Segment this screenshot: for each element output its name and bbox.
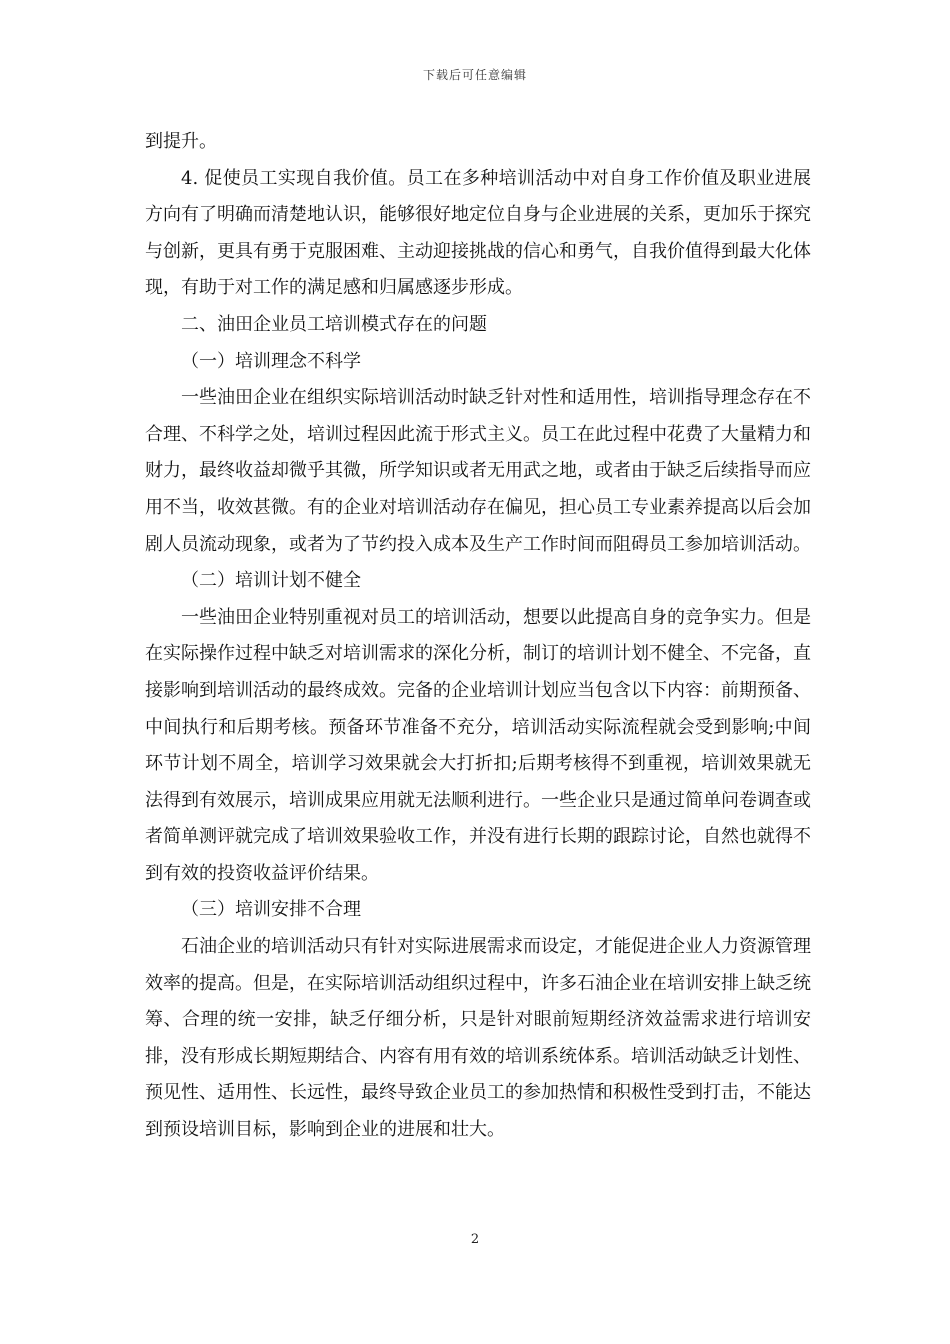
paragraph-self-value: 4. 促使员工实现自我价值。员工在多种培训活动中对自身工作价值及职业进展方向有了明确而清楚地认识，能够很好地定位自身与企业进展的关系，更加乐于探究与创新，更具有勇于克服困难、主动迎接挑战的信心和勇气，自我价值得到最大化体现，有助于对工作的满足感和归属感逐步形成。 — [145, 167, 811, 299]
paragraph-training-arrangement: 石油企业的培训活动只有针对实际进展需求而设定，才能促进企业人力资源管理效率的提高。但是，在实际培训活动组织过程中，许多石油企业在培训安排上缺乏统筹、合理的统一安排，缺乏仔细分析，只是针对眼前短期经济效益需求进行培训安排，没有形成长期短期结合、内容有用有效的培训系统体系。培训活动缺乏计划性、预见性、适用性、长远性，最终导致企业员工的参加热情和积极性受到打击，不能达到预设培训目标，影响到企业的进展和壮大。 — [145, 936, 811, 1141]
subsection-heading-3: （三）培训安排不合理 — [181, 899, 361, 921]
subsection-heading-2: （二）培训计划不健全 — [181, 570, 361, 592]
section-heading: 二、油田企业员工培训模式存在的问题 — [181, 313, 487, 335]
paragraph-continuation: 到提升。 — [145, 131, 217, 152]
page-header: 下载后可任意编辑 — [422, 68, 527, 82]
document-body — [145, 124, 811, 1149]
paragraph-training-plan: 一些油田企业特别重视对员工的培训活动，想要以此提高自身的竞争实力。但是在实际操作过程中缺乏对培训需求的深化分析，制订的培训计划不健全、不完备，直接影响到培训活动的最终成效。完备的企业培训计划应当包含以下内容：前期预备、中间执行和后期考核。预备环节准备不充分，培训活动实际流程就会受到影响;中间环节计划不周全，培训学习效果就会大打折扣;后期考核得不到重视，培训效果就无法得到有效展示，培训成果应用就无法顺利进行。一些企业只是通过简单问卷调查或者简单测评就完成了培训效果验收工作，并没有进行长期的跟踪讨论，自然也就得不到有效的投资收益评价结果。 — [145, 606, 811, 884]
paragraph-training-concept: 一些油田企业在组织实际培训活动时缺乏针对性和适用性，培训指导理念存在不合理、不科学之处，培训过程因此流于形式主义。员工在此过程中花费了大量精力和财力，最终收益却微乎其微，所学知识或者无用武之地，或者由于缺乏后续指导而应用不当，收效甚微。有的企业对培训活动存在偏见，担心员工专业素养提高以后会加剧人员流动现象，或者为了节约投入成本及生产工作时间而阻碍员工参加培训活动。 — [145, 387, 811, 555]
subsection-heading-1: （一）培训理念不科学 — [181, 350, 361, 372]
page-number: 2 — [470, 1232, 480, 1247]
